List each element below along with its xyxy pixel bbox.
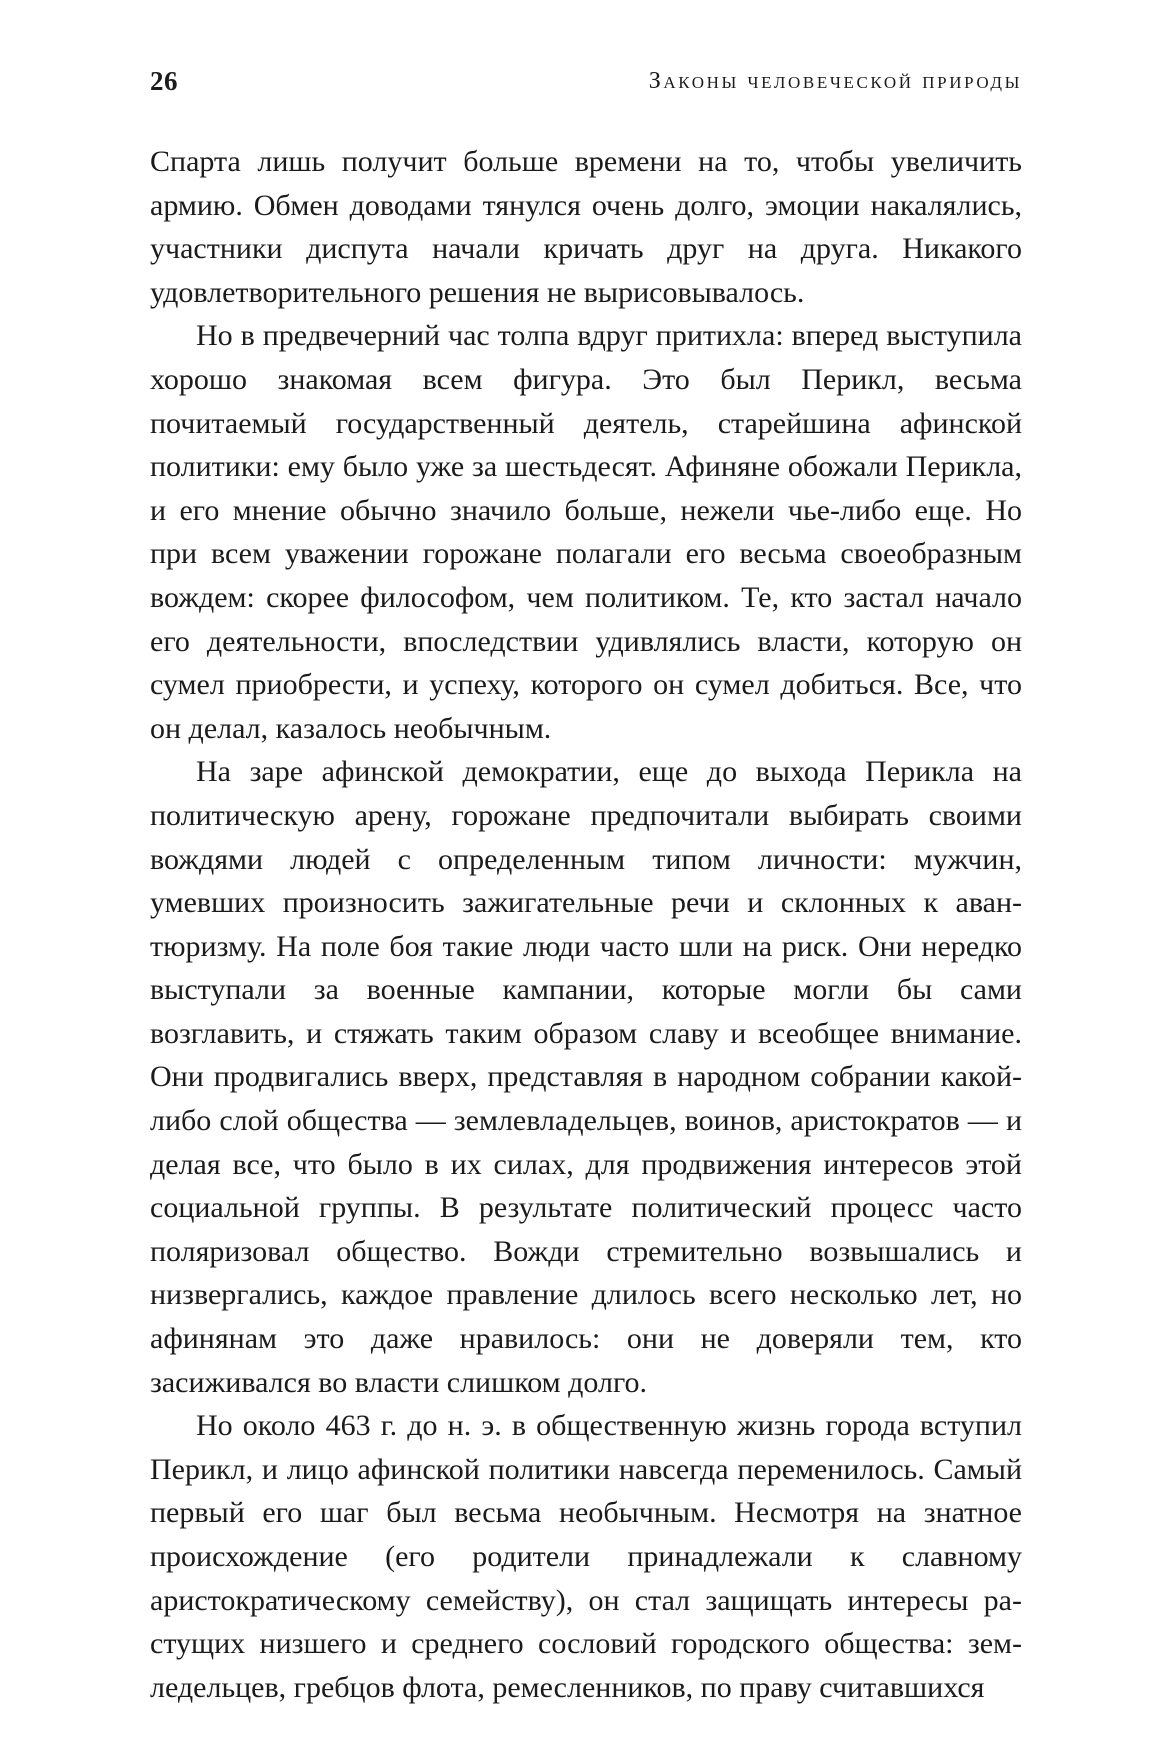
running-head <box>150 66 1022 106</box>
running-title: Законы человеческой природы <box>648 68 1022 94</box>
paragraph: Но в предвечерний час толпа вдруг притихла: вперед выступила хорошо знакомая всем фигура. Это был Перикл, весьма почитаемый государственный деятель, старейшина афинской политики: ему было уже за шестьдесят. Афиняне обожали Перикла, и его мнение обычно значило больше, нежели чье-либо еще. Но при всем уважении горожане полагали его весьма своеобразным вождем: скорее философом, чем политиком. Те, кто застал начало его деятельности, впоследствии удивлялись власти, которую он сумел приобрести, и успеху, которого он сумел добиться. Все, что он делал, казалось необычным. <box>150 319 1022 745</box>
paragraph: Но около 463 г. до н. э. в общественную жизнь города вступил Перикл, и лицо афинской политики навсегда переменилось. Самый первый его шаг был весьма необычным. Несмотря на знатное происхождение (его родители принадлежали к славному аристократическому семейству), он стал защищать интересы растущих низшего и среднего сословий городского общества: земледельцев, гребцов флота, ремесленников, по праву считавшихся <box>150 1409 1022 1704</box>
paragraph: Спарта лишь получит больше времени на то, чтобы увеличить армию. Обмен доводами тянулся очень долго, эмоции накалялись, участники диспута начали кричать друг на друга. Никакого удовлетворительного решения не вырисовывалось. <box>150 145 1022 309</box>
paragraph: На заре афинской демократии, еще до выхода Перикла на политическую арену, горожане предпочитали выбирать своими вождями людей с определенным типом личности: мужчин, умевших произносить зажигательные речи и склонных к авантюризму. На поле боя такие люди часто шли на риск. Они нередко выступали за военные кампании, которые могли бы сами возглавить, и стяжать таким образом славу и всеобщее внимание. Они продвигались вверх, представляя в народном собрании какой-либо слой общества — землевладельцев, воинов, аристократов — и делая все, что было в их силах, для продвижения интересов этой социальной группы. В результате политический процесс часто поляризовал общество. Вожди стремительно возвышались и низвергались, каждое правление длилось всего несколько лет, но афинянам это даже нравилось: они не доверяли тем, кто засиживался во власти слишком долго. <box>150 755 1022 1399</box>
page-number: 26 <box>150 66 178 96</box>
body-text <box>150 140 1022 1709</box>
